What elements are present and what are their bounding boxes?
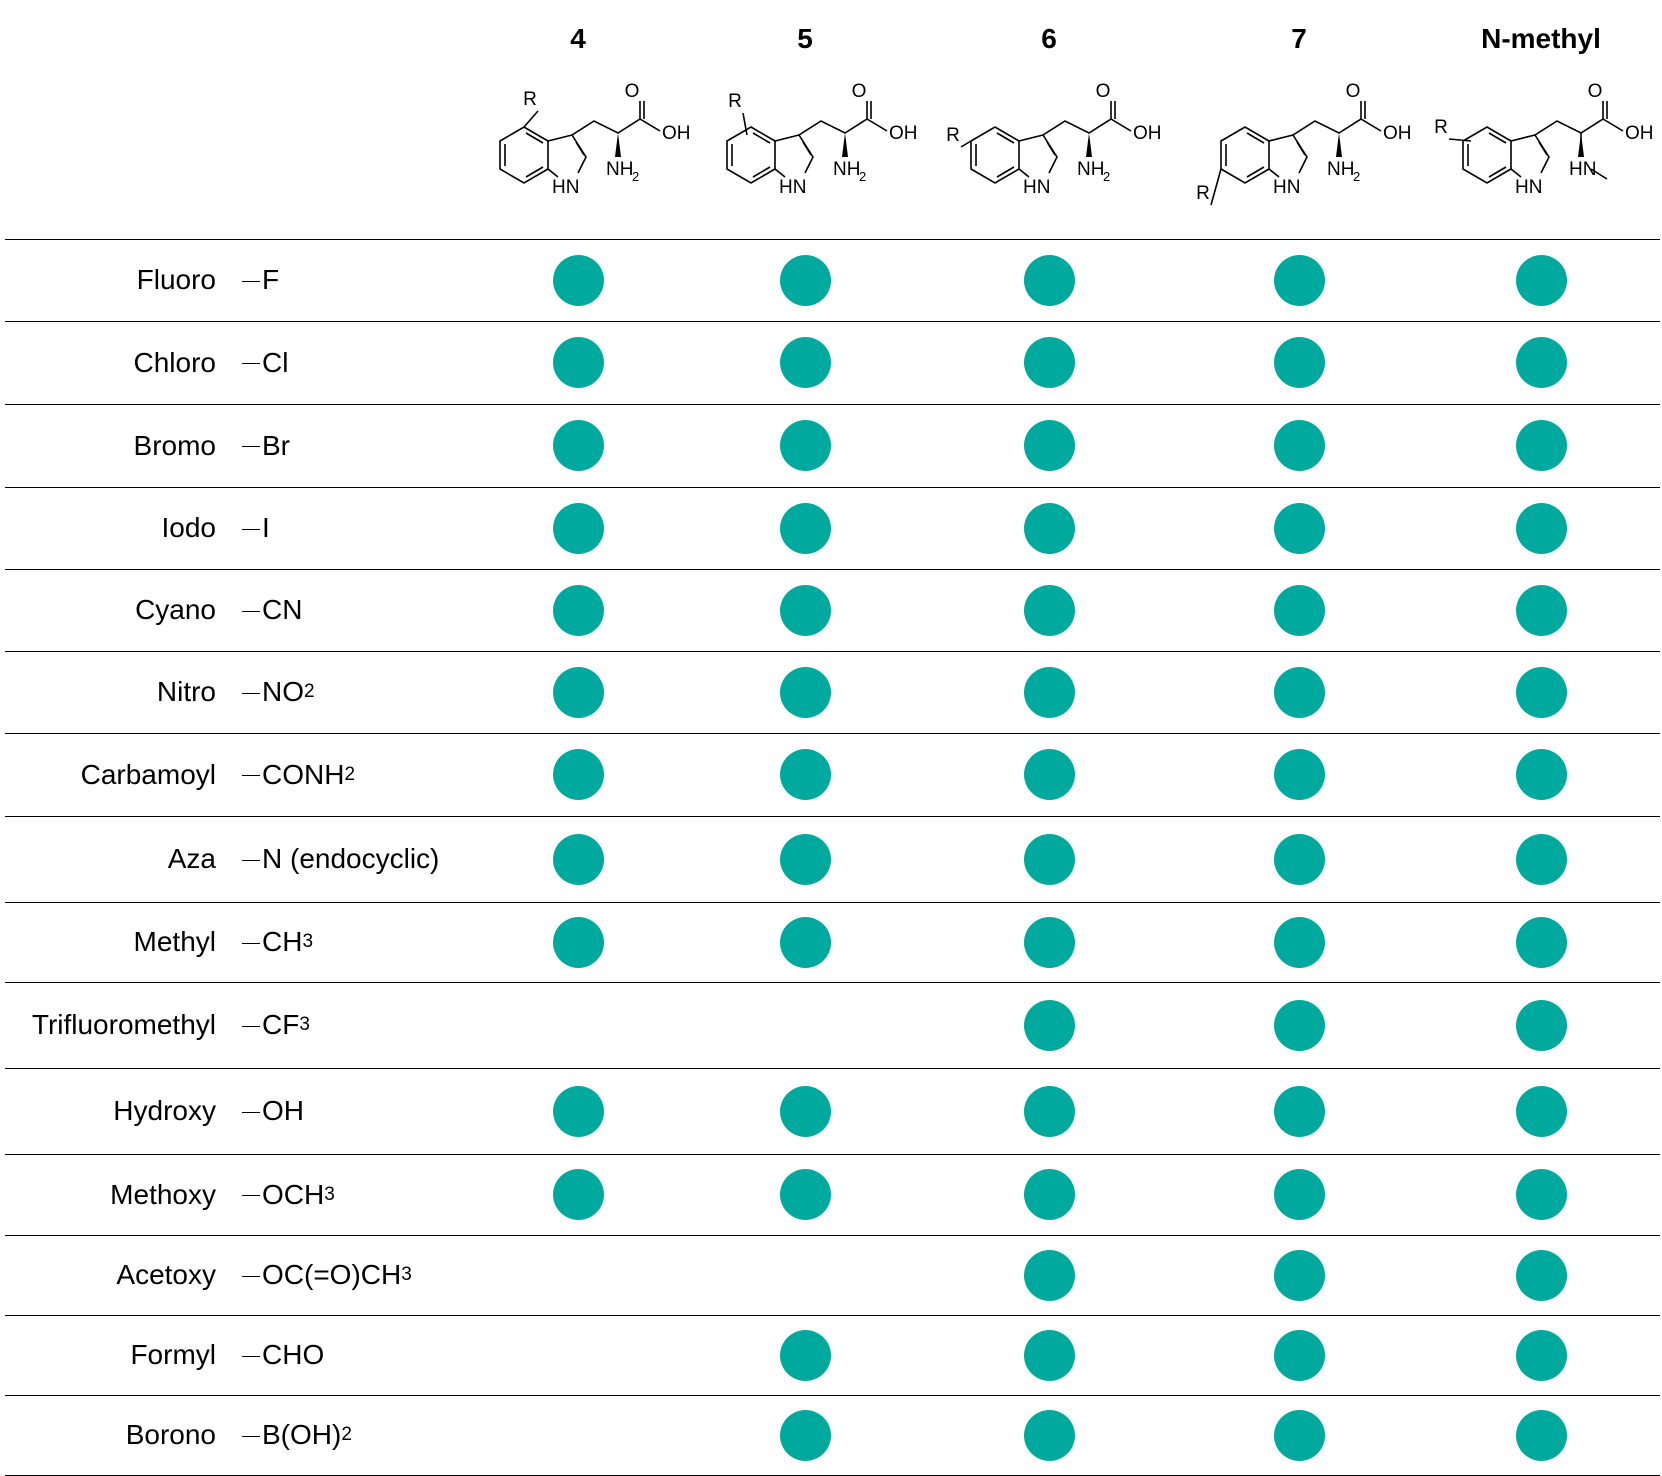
stereo-wedge <box>1086 133 1092 157</box>
pyrrole-ring <box>1269 135 1307 173</box>
substituent-formula <box>242 816 439 902</box>
formula-text: F <box>262 264 280 295</box>
availability-dot <box>553 255 604 306</box>
availability-dot <box>1516 917 1567 968</box>
availability-dot <box>1516 1250 1567 1301</box>
bond-dash <box>242 1026 260 1027</box>
availability-dot <box>553 503 604 554</box>
availability-dot <box>780 1410 831 1461</box>
availability-dot <box>1274 917 1325 968</box>
bond-dash <box>242 446 260 447</box>
r-label: R <box>1434 117 1448 138</box>
availability-dot <box>1024 337 1075 388</box>
bond-dash <box>242 529 260 530</box>
amine-label: NH <box>606 159 634 180</box>
availability-dot <box>553 917 604 968</box>
availability-dot <box>553 1169 604 1220</box>
structure-drawing <box>939 81 1169 225</box>
availability-dot <box>1024 255 1075 306</box>
substituent-name: Iodo <box>161 512 216 543</box>
bond-dash <box>242 1276 260 1277</box>
r-bond <box>1449 139 1471 141</box>
table-row <box>0 1395 1662 1475</box>
availability-dot <box>1516 337 1567 388</box>
availability-dot <box>1516 1169 1567 1220</box>
amine-subscript: 2 <box>1103 169 1111 184</box>
substituent-name: Chloro <box>133 346 216 378</box>
substituent-name: Hydroxy <box>113 1095 216 1126</box>
substituent-name: Fluoro <box>136 264 216 295</box>
column-header-1: 5 <box>797 23 813 54</box>
table-row <box>0 239 1662 321</box>
amine-label: NH <box>833 159 861 180</box>
formula-text: OH <box>262 1095 304 1126</box>
structure-drawing <box>468 81 698 225</box>
table-row <box>0 902 1662 982</box>
structure-4 <box>1431 81 1661 225</box>
structure-2 <box>939 81 1169 225</box>
availability-dot <box>1274 1086 1325 1137</box>
hydroxyl-label: OH <box>662 123 691 144</box>
stereo-wedge <box>842 133 848 157</box>
pyrrole-ring <box>775 135 813 173</box>
availability-dot <box>1274 420 1325 471</box>
bond-dash <box>242 860 260 861</box>
hydroxyl-label: OH <box>1383 123 1412 144</box>
availability-dot <box>1024 1169 1075 1220</box>
substituent-name: Acetoxy <box>116 1259 216 1290</box>
availability-dot <box>1516 1330 1567 1381</box>
hydroxyl-label: OH <box>889 123 918 144</box>
substituent-name: Trifluoromethyl <box>31 1009 216 1040</box>
r-label: R <box>728 91 742 112</box>
substituent-formula <box>242 1068 304 1154</box>
r-bond <box>961 141 971 147</box>
availability-dot <box>1516 834 1567 885</box>
availability-dot <box>1024 667 1075 718</box>
table-row <box>0 816 1662 902</box>
substituent-formula <box>242 321 288 404</box>
availability-dot <box>1516 503 1567 554</box>
benzene-ring <box>1463 127 1511 183</box>
availability-dot <box>780 667 831 718</box>
availability-dot <box>1516 420 1567 471</box>
amine-label: HN <box>1569 159 1597 180</box>
substituent-name: Methyl <box>133 926 216 957</box>
availability-dot <box>1024 420 1075 471</box>
amine-subscript: 2 <box>1353 169 1361 184</box>
structure-drawing <box>1431 81 1661 225</box>
column-header-3: 7 <box>1291 23 1307 54</box>
formula-text: CONH <box>262 758 345 790</box>
substituent-name: Borono <box>125 1419 216 1450</box>
availability-dot <box>553 337 604 388</box>
availability-dot <box>1024 1000 1075 1051</box>
availability-dot <box>780 834 831 885</box>
formula-text: CH <box>262 926 303 957</box>
availability-dot <box>780 749 831 800</box>
bond-dash <box>242 363 260 364</box>
stereo-wedge <box>1336 133 1342 157</box>
r-label: R <box>1196 183 1210 204</box>
table-row <box>0 1154 1662 1235</box>
amine-label: NH <box>1077 159 1105 180</box>
side-chain <box>799 101 867 135</box>
formula-text: OCH <box>262 1178 325 1210</box>
availability-dot <box>1274 667 1325 718</box>
substituent-name: Aza <box>167 843 216 874</box>
bond-dash <box>242 775 260 776</box>
availability-dot <box>780 337 831 388</box>
amine-label: NH <box>1327 159 1355 180</box>
availability-dot <box>1024 1330 1075 1381</box>
availability-dot <box>1516 1000 1567 1051</box>
column-header-2: 6 <box>1041 23 1057 54</box>
substituent-formula: CH 3 <box>242 902 313 982</box>
availability-dot <box>780 1330 831 1381</box>
availability-dot <box>1274 749 1325 800</box>
table-row <box>0 733 1662 816</box>
table-row <box>0 651 1662 733</box>
hydroxyl-label: OH <box>1133 123 1162 144</box>
availability-dot <box>1024 585 1075 636</box>
table-row <box>0 1068 1662 1154</box>
availability-dot <box>1024 917 1075 968</box>
pyrrole-ring <box>548 135 586 173</box>
carbonyl-o-label: O <box>1095 81 1111 102</box>
availability-dot <box>780 1169 831 1220</box>
availability-dot <box>1024 503 1075 554</box>
bond-dash <box>242 1112 260 1113</box>
availability-dot <box>1024 1250 1075 1301</box>
substituent-formula: OC(=O)CH 3 <box>242 1235 412 1315</box>
availability-dot <box>1516 585 1567 636</box>
r-bond <box>524 111 538 127</box>
formula-text: Cl <box>262 346 289 378</box>
availability-dot <box>1024 749 1075 800</box>
structure-3 <box>1189 81 1419 225</box>
availability-dot <box>1024 1410 1075 1461</box>
formula-text: NO <box>262 676 304 707</box>
side-chain <box>1043 101 1111 135</box>
substituent-name: Nitro <box>156 676 216 707</box>
bond-dash <box>242 1195 260 1196</box>
availability-dot <box>1274 337 1325 388</box>
table-row <box>0 487 1662 569</box>
availability-dot <box>1024 1086 1075 1137</box>
r-bond <box>1211 169 1221 205</box>
column-header-0: 4 <box>570 23 586 54</box>
structure-drawing <box>695 81 925 225</box>
substituent-name: Methoxy <box>110 1178 216 1210</box>
formula-text: CN <box>262 594 303 625</box>
table-row <box>0 404 1662 487</box>
column-header-4: N-methyl <box>1481 23 1601 54</box>
ring-nh-label: HN <box>552 177 580 198</box>
availability-dot <box>780 503 831 554</box>
availability-dot <box>780 420 831 471</box>
availability-dot <box>1274 1250 1325 1301</box>
bond-dash <box>242 943 260 944</box>
substituent-formula: CF 3 <box>242 982 310 1068</box>
carbonyl-o-label: O <box>1345 81 1361 102</box>
benzene-ring <box>1221 127 1269 183</box>
availability-dot <box>1516 749 1567 800</box>
table-row <box>0 569 1662 651</box>
substituent-formula: NO 2 <box>242 651 315 733</box>
side-chain <box>1535 101 1603 135</box>
table-row <box>0 1315 1662 1395</box>
availability-dot <box>1516 1086 1567 1137</box>
hydroxyl-label: OH <box>1625 123 1654 144</box>
availability-dot <box>553 667 604 718</box>
structure-0 <box>468 81 698 225</box>
substituent-name: Carbamoyl <box>80 758 216 790</box>
availability-dot <box>553 585 604 636</box>
benzene-ring <box>500 127 548 183</box>
bond-dash <box>242 1356 260 1357</box>
availability-dot <box>1274 834 1325 885</box>
formula-text: CF <box>262 1009 300 1040</box>
ring-nh-label: HN <box>779 177 807 198</box>
availability-dot <box>1516 1410 1567 1461</box>
substituent-formula <box>242 239 279 321</box>
availability-dot <box>1516 255 1567 306</box>
formula-text: CHO <box>262 1339 325 1370</box>
table-row <box>0 982 1662 1068</box>
bond-dash <box>242 1436 260 1437</box>
pyrrole-ring <box>1511 135 1549 173</box>
pyrrole-ring <box>1019 135 1057 173</box>
substituent-formula: B(OH) 2 <box>242 1395 352 1475</box>
availability-dot <box>780 917 831 968</box>
availability-dot <box>553 834 604 885</box>
substituent-formula <box>242 569 302 651</box>
stereo-wedge <box>615 133 621 157</box>
formula-text: B(OH) <box>262 1419 342 1450</box>
availability-dot <box>1274 1000 1325 1051</box>
benzene-ring <box>727 127 775 183</box>
formula-text: OC(=O)CH <box>262 1259 402 1290</box>
ring-nh-label: HN <box>1273 177 1301 198</box>
benzene-ring <box>971 127 1019 183</box>
r-label: R <box>946 125 960 146</box>
bond-dash <box>242 281 260 282</box>
availability-dot <box>553 1086 604 1137</box>
amine-subscript: 2 <box>859 169 867 184</box>
availability-dot <box>1516 667 1567 718</box>
availability-dot <box>1274 1410 1325 1461</box>
availability-dot <box>780 255 831 306</box>
substituent-name: Cyano <box>135 594 216 625</box>
formula-text: I <box>262 512 270 543</box>
availability-dot <box>780 1086 831 1137</box>
bond-dash <box>242 611 260 612</box>
structure-1 <box>695 81 925 225</box>
availability-dot <box>780 585 831 636</box>
substituent-name: Formyl <box>130 1339 216 1370</box>
amine-subscript: 2 <box>632 169 640 184</box>
availability-dot <box>553 420 604 471</box>
availability-dot <box>1024 834 1075 885</box>
carbonyl-o-label: O <box>624 81 640 102</box>
carbonyl-o-label: O <box>1587 81 1603 102</box>
substituent-formula <box>242 404 290 487</box>
table-row <box>0 1235 1662 1315</box>
availability-dot <box>1274 1330 1325 1381</box>
substituent-formula <box>242 1315 324 1395</box>
availability-dot <box>1274 1169 1325 1220</box>
stereo-wedge <box>1578 133 1584 157</box>
substituent-name: Bromo <box>133 429 216 461</box>
table-row <box>0 321 1662 404</box>
substituent-formula: CONH 2 <box>242 733 355 816</box>
ring-nh-label: HN <box>1515 177 1543 198</box>
side-chain <box>1293 101 1361 135</box>
carbonyl-o-label: O <box>851 81 867 102</box>
structure-drawing <box>1189 81 1419 225</box>
availability-dot <box>553 749 604 800</box>
formula-text: N (endocyclic) <box>262 843 440 874</box>
availability-dot <box>1274 255 1325 306</box>
substituent-formula: OCH 3 <box>242 1154 335 1235</box>
availability-dot <box>1274 585 1325 636</box>
availability-dot <box>1274 503 1325 554</box>
bond-dash <box>242 693 260 694</box>
substituent-formula <box>242 487 270 569</box>
r-label: R <box>523 89 537 110</box>
formula-text: Br <box>262 429 290 461</box>
ring-nh-label: HN <box>1023 177 1051 198</box>
side-chain <box>572 101 640 135</box>
